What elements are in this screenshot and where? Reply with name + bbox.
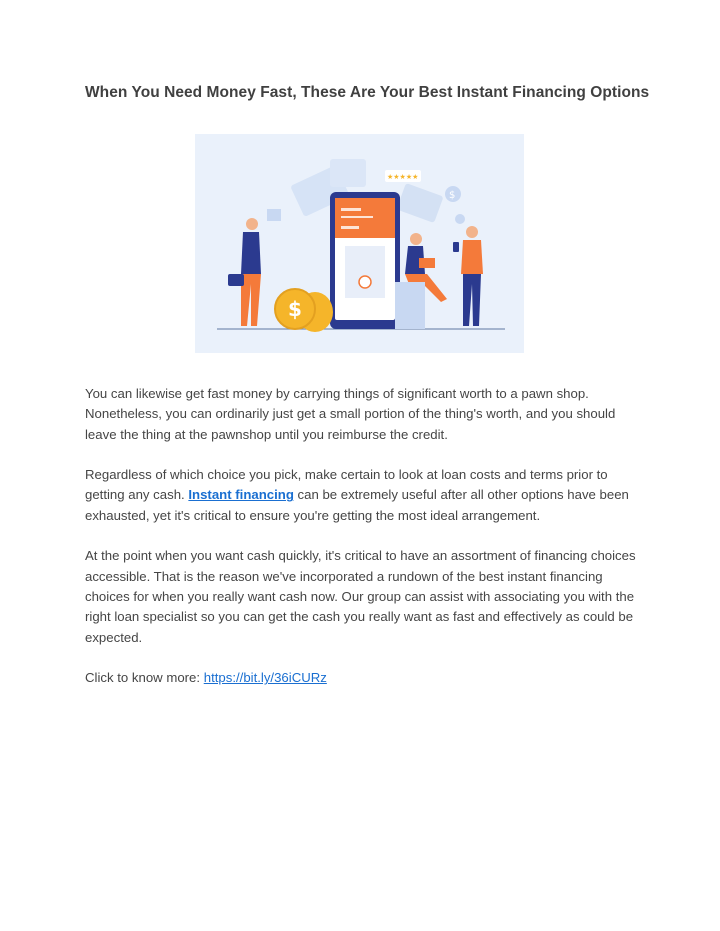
woman2-head [466,226,478,238]
coin-dollar-icon: $ [288,297,302,321]
paragraph-text: can be extremely useful after all other options have been exhausted, yet it's critical to ensure you're getting the most ideal arrangement. [85,487,629,523]
laptop-icon [419,258,435,268]
briefcase-icon [228,274,244,286]
bg-card-right [396,183,443,223]
know-more-label: Click to know more: [85,670,204,686]
paragraph-know-more [85,668,645,688]
financing-illustration [195,134,524,353]
phone-receipt [345,246,385,298]
paragraph-text: Regardless of which choice you pick, make certain to look at loan costs and terms prior to getting any cash. [85,467,608,503]
paragraph-loan-costs [85,465,645,526]
man-head [246,218,258,230]
bank-icon [267,209,281,221]
phone-in-hand-icon [453,242,459,252]
card-line [341,208,361,211]
paragraph-pawn-shop: You can likewise get fast money by carrying things of significant worth to a pawn shop. Nonetheless, you can ordinarily just get a small portion of the thing's worth, and you should leave the thing at the pawnshop until you reimburse the credit. [85,386,616,442]
bg-card-top [330,159,366,187]
card-line [341,226,359,229]
know-more-link[interactable]: https://bit.ly/36iCURz [203,670,327,686]
woman2-top [461,240,483,274]
small-dollar-bubble-icon [455,214,465,224]
document-title: When You Need Money Fast, These Are Your Best Instant Financing Options [85,84,650,101]
coin-stack [395,282,425,329]
woman2-pants [463,274,481,326]
dollar-sign-icon: $ [449,190,456,201]
paragraph-financing-choices: At the point when you want cash quickly, it's critical to have an assortment of financing choices accessible. That is the reason we've incorporated a rundown of the best instant financing choices for when you really want cash now. Our group can assist with associating you with the right loan specialist so you can get the cash you really want as fast and effectively as could be expected. [85,548,636,645]
rating-stars: ★★★★★ [387,173,419,181]
instant-financing-link[interactable]: Instant financing [188,487,294,503]
woman-head [410,233,422,245]
man-shirt [241,232,261,274]
article-body [85,384,645,709]
card-line [341,216,373,218]
illustration-svg [195,134,524,353]
check-icon [359,276,371,288]
